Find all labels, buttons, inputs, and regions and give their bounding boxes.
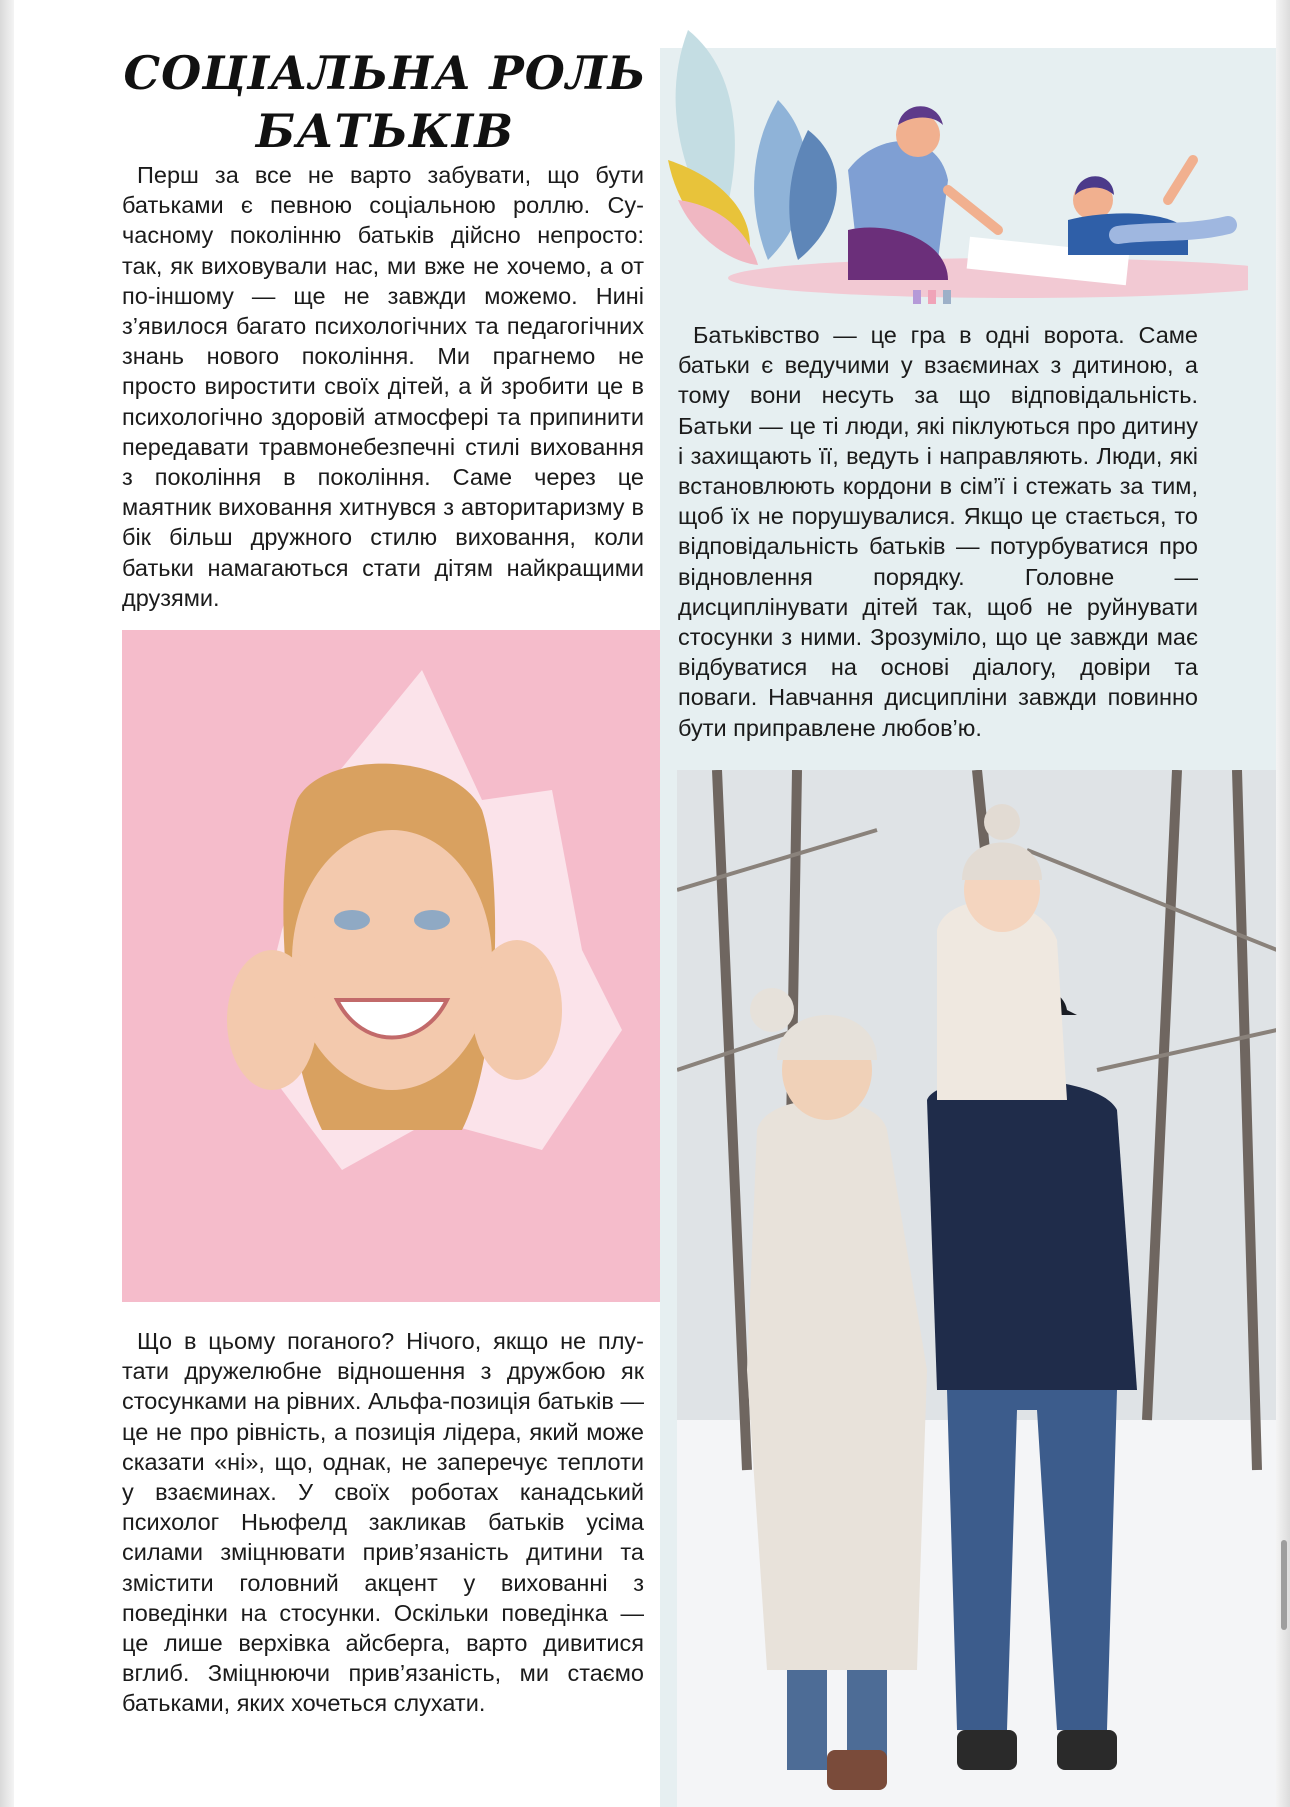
page-right-edge — [1276, 0, 1290, 1807]
page-left-edge — [0, 0, 14, 1807]
parent-child-drawing-illustration — [648, 30, 1248, 310]
father-jacket-icon — [927, 1079, 1137, 1390]
title-line-2: БАТЬКІВ — [255, 104, 515, 158]
title-line-1: СОЦІАЛЬНА РОЛЬ — [123, 46, 647, 100]
winter-family-photo — [677, 770, 1277, 1807]
scrollbar-thumb[interactable] — [1281, 1540, 1287, 1630]
right-hand-icon — [472, 940, 562, 1080]
paragraph-intro: Перш за все не варто забувати, що бути батьками є певною соціальною роллю. Сучасному поколінню батьків дійсно непросто: так, як виховували нас, ми вже не хочемо, а от по-іншому — ще не завжди можемо. Нині з’явилося багато психологічних та педагогічних знань нового покоління. Ми прагнемо не просто виростити своїх дітей, а й зробити це в психологічно здоровій атмосфері та припинити передавати травмонебезпечні стилі виховання з покоління в покоління. Саме через це маятник виховання хитнувся з авторитаризму в бік більш дружного стилю виховання, коли батьки намагаються стати дітям найкращими друзями. — [122, 162, 644, 611]
paragraph-alpha-position: Що в цьому поганого? Нічого, якщо не плутати дружелюбне відношення з дружбою як стосунками на рівних. Альфа-позиція батьків — це не про рівність, а позиція лідера, який може сказати «ні», що, однак, не заперечує теплоти у взаєминах. У своїх роботах канадський психолог Ньюфелд закликав батьків усіма силами зміцнювати прив’язаність дитини та змістити головний акцент у вихованні з поведінки на стосунки. Оскільки поведінка — це лише верхівка айсберга, варто дивитися вглиб. Зміцнюючи прив’язаність, ми стаємо батьками, яких хочеться слухати. — [122, 1328, 644, 1717]
article-title — [120, 44, 650, 160]
face-icon — [292, 830, 492, 1090]
girl-peeking-photo — [122, 630, 660, 1302]
left-hand-icon — [227, 950, 317, 1090]
paragraph-parenthood: Батьківство — це гра в одні ворота. Саме батьки є ведучими у взаєминах з дитиною, а тому вони несуть за що відповідальність. Батьки — це ті люди, які піклуються про дитину і захищають її, ведуть і направляють. Люди, які встановлюють кордони в сім’ї і стежать за тим, щоб їх не порушувалися. Якщо це стається, то відповідальність батьків — потурбуватися про відновлення порядку. Головне — дисциплінувати дітей так, щоб не руйнувати стосунки з ними. Зрозуміло, що це завжди має відбуватися на основі діалогу, довіри та поваги. Навчання дисципліни завжди повинно бути приправлене любов’ю. — [678, 322, 1198, 741]
